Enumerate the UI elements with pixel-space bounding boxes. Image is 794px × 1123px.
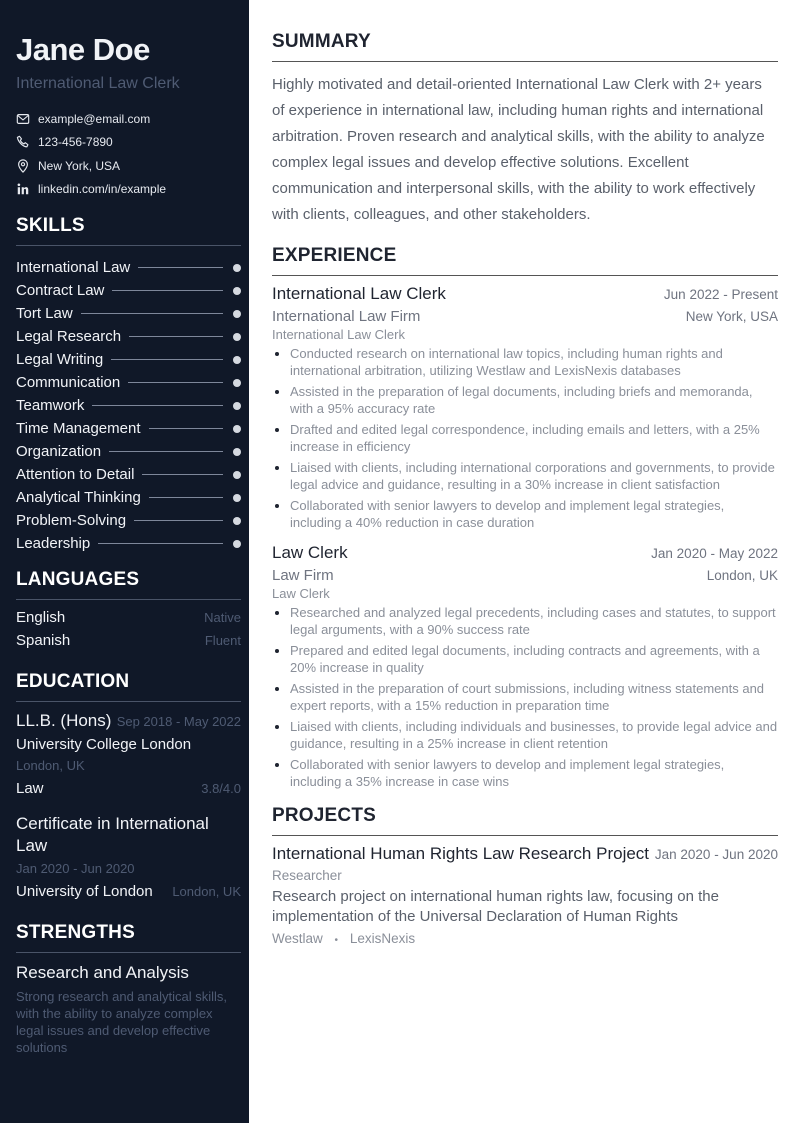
candidate-name: Jane Doe — [16, 32, 150, 67]
job-bullet: • Assisted in the preparation of court submissions, including witness statements and expert reports, with a 15% reduction in preparation time — [290, 680, 778, 714]
project-tools — [272, 931, 778, 946]
skill-label: Time Management — [16, 420, 141, 437]
job-company-row — [272, 308, 778, 325]
education-entry — [16, 710, 241, 800]
job-location: London, UK — [706, 568, 778, 583]
project-role: Researcher — [272, 868, 342, 883]
languages-list — [16, 606, 241, 652]
skill-leader-line — [92, 405, 223, 406]
experience-section — [272, 244, 778, 790]
strength-title: Research and Analysis — [16, 963, 189, 982]
skills-heading: SKILLS — [16, 214, 241, 246]
education-gpa: 3.8/4.0 — [201, 781, 241, 796]
skill-item — [16, 440, 241, 463]
skill-leader-line — [129, 336, 223, 337]
job-title: International Law Clerk — [272, 284, 446, 303]
skill-dot-icon — [233, 471, 241, 479]
language-level: Native — [204, 610, 241, 625]
linkedin-icon — [16, 182, 30, 196]
skill-label: Legal Writing — [16, 351, 104, 368]
job-entry — [272, 543, 778, 790]
languages-heading: LANGUAGES — [16, 568, 241, 600]
location-pin-icon — [16, 159, 30, 173]
job-bullets — [272, 604, 778, 790]
job-location: New York, USA — [685, 309, 778, 324]
job-bullets — [272, 345, 778, 531]
education-school-row — [16, 881, 241, 903]
skill-item — [16, 417, 241, 440]
job-bullet: • Collaborated with senior lawyers to develop and implement legal strategies, including a 35% increase in case wins — [290, 756, 778, 790]
job-bullet: • Conducted research on international law topics, including human rights and international arbitration, utilizing Westlaw and LexisNexis databases — [290, 345, 778, 379]
job-dates: Jun 2022 - Present — [663, 287, 778, 302]
skill-label: Organization — [16, 443, 102, 460]
education-dates: Jan 2020 - Jun 2020 — [16, 861, 135, 876]
skill-label: Tort Law — [16, 305, 73, 322]
education-field: Law — [16, 780, 44, 797]
job-header — [272, 284, 778, 304]
language-item — [16, 629, 241, 652]
skill-item — [16, 256, 241, 279]
skill-label: International Law — [16, 259, 131, 276]
project-title: International Human Rights Law Research Project — [272, 844, 650, 863]
language-level: Fluent — [204, 633, 241, 648]
contact-list — [16, 107, 241, 201]
language-name: English — [16, 609, 66, 626]
education-degree: LL.B. (Hons) — [16, 711, 112, 730]
candidate-title: International Law Clerk — [16, 75, 180, 92]
email-icon — [16, 112, 30, 126]
education-field-row — [16, 778, 241, 800]
skill-dot-icon — [233, 333, 241, 341]
skill-dot-icon — [233, 287, 241, 295]
skill-dot-icon — [233, 494, 241, 502]
strength-description: Strong research and analytical skills, with the ability to analyze complex legal issues and develop effective solutions — [16, 989, 227, 1055]
strengths-section — [16, 921, 241, 1056]
strengths-heading: STRENGTHS — [16, 921, 241, 953]
skill-item — [16, 279, 241, 302]
skill-dot-icon — [233, 402, 241, 410]
skill-leader-line — [134, 520, 223, 521]
job-bullet: • Collaborated with senior lawyers to develop and implement legal strategies, including a 40% reduction in case duration — [290, 497, 778, 531]
education-degree: Certificate in International Law — [16, 814, 209, 855]
skill-dot-icon — [233, 356, 241, 364]
skill-leader-line — [138, 267, 223, 268]
language-item — [16, 606, 241, 629]
contact-linkedin[interactable] — [16, 178, 241, 202]
skill-label: Legal Research — [16, 328, 122, 345]
main-content — [272, 30, 778, 946]
project-dates: Jan 2020 - Jun 2020 — [654, 847, 778, 862]
job-entry — [272, 284, 778, 531]
skill-leader-line — [109, 451, 223, 452]
location-text: New York, USA — [38, 158, 121, 173]
skill-dot-icon — [233, 517, 241, 525]
skill-item — [16, 371, 241, 394]
skills-list — [16, 256, 241, 555]
skill-dot-icon — [233, 425, 241, 433]
job-subtitle: Law Clerk — [272, 586, 330, 601]
job-title: Law Clerk — [272, 543, 348, 562]
skill-leader-line — [142, 474, 223, 475]
skill-leader-line — [112, 290, 223, 291]
job-company: International Law Firm — [272, 308, 421, 325]
skill-item — [16, 509, 241, 532]
project-header — [272, 844, 778, 864]
skill-label: Communication — [16, 374, 121, 391]
skill-item — [16, 302, 241, 325]
job-bullet: • Liaised with clients, including international corporations and governments, to provide legal advice and guidance, resulting in a 30% increase in client satisfaction — [290, 459, 778, 493]
summary-heading: SUMMARY — [272, 30, 778, 62]
project-entry — [272, 844, 778, 946]
skill-item — [16, 463, 241, 486]
education-entry — [16, 813, 241, 903]
skill-dot-icon — [233, 264, 241, 272]
education-heading: EDUCATION — [16, 670, 241, 702]
phone-text[interactable]: 123-456-7890 — [38, 135, 113, 150]
job-company: Law Firm — [272, 567, 334, 584]
education-location: London, UK — [172, 884, 241, 899]
skill-item — [16, 394, 241, 417]
job-bullet: • Drafted and edited legal correspondence, including emails and letters, with a 25% increase in efficiency — [290, 421, 778, 455]
skill-label: Teamwork — [16, 397, 85, 414]
project-tool: Westlaw — [272, 931, 323, 946]
education-location: London, UK — [16, 758, 85, 773]
education-school: University College London — [16, 736, 192, 753]
contact-phone[interactable] — [16, 131, 241, 155]
skill-leader-line — [81, 313, 223, 314]
skill-leader-line — [128, 382, 223, 383]
sidebar — [0, 0, 249, 1123]
phone-icon — [16, 135, 30, 149]
education-header — [16, 710, 241, 732]
skill-leader-line — [149, 428, 224, 429]
languages-section — [16, 568, 241, 652]
linkedin-text[interactable]: linkedin.com/in/example — [38, 182, 167, 197]
summary-text: Highly motivated and detail-oriented International Law Clerk with 2+ years of experience in international law, including human rights and international arbitration. Proven research and analytical skills, with the ability to analyze complex legal issues and develop effective solutions. Excellent communication and interpersonal skills, with the ability to work effectively with clients, colleagues, and other stakeholders. — [272, 76, 765, 223]
skill-leader-line — [149, 497, 223, 498]
skills-section — [16, 214, 241, 555]
job-bullet: • Prepared and edited legal documents, including contracts and agreements, with a 20% increase in quality — [290, 642, 778, 676]
language-name: Spanish — [16, 632, 71, 649]
summary-section — [272, 30, 778, 228]
projects-section — [272, 804, 778, 946]
job-subtitle: International Law Clerk — [272, 327, 405, 342]
project-tool: LexisNexis — [349, 931, 416, 946]
job-bullet: • Researched and analyzed legal precedents, including cases and statutes, to support legal arguments, with a 90% success rate — [290, 604, 778, 638]
email-text[interactable]: example@email.com — [38, 111, 151, 126]
skill-label: Attention to Detail — [16, 466, 135, 483]
education-dates: Sep 2018 - May 2022 — [116, 714, 241, 729]
job-bullet: • Liaised with clients, including individuals and businesses, to provide legal advice and guidance, resulting in a 25% increase in client retention — [290, 718, 778, 752]
skill-item — [16, 325, 241, 348]
skill-leader-line — [111, 359, 223, 360]
job-header — [272, 543, 778, 563]
education-section — [16, 670, 241, 903]
skill-leader-line — [98, 543, 223, 544]
skill-dot-icon — [233, 379, 241, 387]
contact-location — [16, 154, 241, 178]
experience-heading: EXPERIENCE — [272, 244, 778, 276]
job-bullet: • Assisted in the preparation of legal documents, including briefs and memoranda, with a 95% accuracy rate — [290, 383, 778, 417]
education-school: University of London — [16, 883, 153, 900]
tool-separator-icon: • — [334, 935, 339, 946]
skill-item — [16, 348, 241, 371]
skill-label: Contract Law — [16, 282, 105, 299]
job-dates: Jan 2020 - May 2022 — [651, 546, 778, 561]
skill-dot-icon — [233, 540, 241, 548]
job-company-row — [272, 567, 778, 584]
projects-heading: PROJECTS — [272, 804, 778, 836]
skill-dot-icon — [233, 310, 241, 318]
skill-label: Analytical Thinking — [16, 489, 141, 506]
skill-item — [16, 486, 241, 509]
skill-label: Problem-Solving — [16, 512, 127, 529]
skill-label: Leadership — [16, 535, 91, 552]
project-description: Research project on international human rights law, focusing on the implementation of the Universal Declaration of Human Rights — [272, 888, 719, 925]
skill-item — [16, 532, 241, 555]
contact-email[interactable] — [16, 107, 241, 131]
skill-dot-icon — [233, 448, 241, 456]
